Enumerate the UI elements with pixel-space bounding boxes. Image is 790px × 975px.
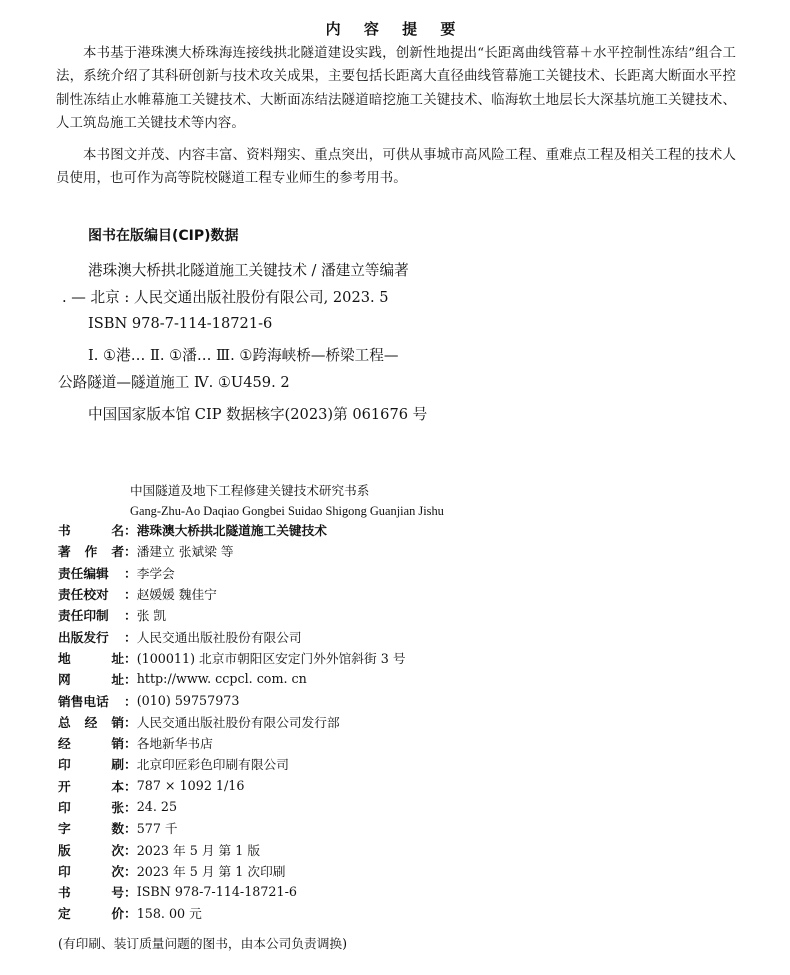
colophon-row	[58, 753, 758, 774]
colophon-label-char: 址	[111, 650, 124, 666]
colophon-row	[58, 881, 758, 902]
cip-heading: 图书在版编目(CIP)数据	[88, 228, 239, 244]
cip-line-classification: Ⅰ. ①港… Ⅱ. ①潘… Ⅲ. ①跨海峡桥—桥梁工程—	[88, 347, 399, 364]
colophon-value: (100011) 北京市朝阳区安定门外外馆斜街 3 号	[136, 650, 406, 666]
colophon-label-char: 字	[58, 821, 71, 837]
colophon-label-char: 出版发行	[58, 629, 109, 645]
colophon-value: 张 凯	[136, 608, 167, 624]
colophon-label	[58, 627, 124, 646]
colophon-colon: ：	[124, 885, 137, 901]
colophon-value: 787 × 1092 1/16	[136, 777, 245, 793]
colophon-label	[58, 776, 124, 795]
colophon-colon: ：	[124, 693, 137, 709]
colophon-row	[58, 604, 758, 625]
colophon-label	[58, 584, 124, 603]
colophon-label-char: 著	[58, 544, 71, 560]
colophon-row	[58, 775, 758, 796]
colophon-label-char: 址	[111, 672, 124, 688]
colophon-label	[58, 754, 124, 773]
colophon-label	[58, 818, 124, 837]
colophon-colon: ：	[124, 906, 137, 922]
colophon-label-char: 价	[111, 906, 124, 922]
colophon-row	[58, 860, 758, 881]
colophon-row	[58, 732, 758, 753]
colophon-label-char: 责任编辑	[58, 565, 109, 581]
colophon-label-char: 作	[84, 544, 98, 560]
colophon-label	[58, 882, 124, 901]
colophon-label-char: 版	[58, 842, 71, 858]
colophon-colon: ：	[124, 863, 137, 879]
colophon-label-char: 印	[58, 800, 71, 815]
colophon-label-char: 次	[111, 863, 124, 879]
colophon-label-char: 定	[58, 906, 71, 922]
colophon-value: ISBN 978-7-114-18721-6	[136, 884, 297, 900]
colophon-row	[58, 647, 758, 668]
cip-line-title: 港珠澳大桥拱北隧道施工关键技术 / 潘建立等编著	[88, 262, 409, 279]
colophon-row	[58, 838, 758, 859]
series-name: 中国隧道及地下工程修建关键技术研究书系	[130, 483, 370, 498]
colophon-label-char: 地	[58, 650, 71, 666]
colophon-label	[58, 797, 124, 816]
colophon-label-char: 责任印制	[58, 608, 109, 624]
summary-title: 内 容 提 要	[325, 20, 465, 38]
quality-note: (有印刷、装订质量问题的图书，由本公司负责调换)	[58, 936, 348, 951]
colophon-row	[58, 625, 758, 646]
colophon-colon: ：	[124, 800, 137, 815]
colophon-label-char: 张	[111, 800, 124, 815]
colophon-value: 577 千	[136, 821, 178, 837]
colophon-value: (010) 59757973	[136, 692, 240, 708]
colophon-label-char: 次	[111, 842, 124, 858]
colophon-row	[58, 668, 758, 689]
colophon-colon: ：	[124, 736, 137, 752]
colophon-colon: ：	[124, 629, 137, 645]
title-pinyin: Gang-Zhu-Ao Daqiao Gongbei Suidao Shigong Guanjian Jishu	[130, 504, 444, 518]
colophon-label-char: 者	[111, 544, 124, 560]
colophon-label	[58, 903, 124, 922]
colophon-value: 北京印匠彩色印刷有限公司	[136, 757, 289, 773]
cip-line-classification-cont: 公路隧道—隧道施工 Ⅳ. ①U459. 2	[58, 374, 290, 391]
colophon-value: 各地新华书店	[136, 736, 213, 752]
colophon-value: 李学会	[136, 565, 175, 581]
colophon-label	[58, 563, 124, 582]
colophon-label-char: 刷	[111, 757, 124, 773]
colophon-value: http://www. ccpcl. com. cn	[136, 671, 307, 687]
colophon-label-char: 网	[58, 672, 71, 688]
colophon-label-char: 本	[111, 778, 124, 794]
colophon-label	[58, 605, 124, 624]
colophon-label	[58, 733, 124, 752]
colophon-label-char: 经	[84, 714, 98, 730]
colophon-row	[58, 689, 758, 710]
colophon-value: 港珠澳大桥拱北隧道施工关键技术	[136, 523, 327, 539]
summary-paragraph-1: 本书基于港珠澳大桥珠海连接线拱北隧道建设实践，创新性地提出“长距离曲线管幕＋水平控制性冻结”组合工法，系统介绍了其科研创新与技术攻关成果，主要包括长距离大直径曲线管幕施工关键技术、长距离大断面水平控制性冻结止水帷幕施工关键技术、大断面冻结法隧道暗挖施工关键技术、临海软土地层长大深基坑施工关键技术、人工筑岛施工关键技术等内容。	[56, 46, 736, 132]
colophon-colon: ：	[124, 714, 137, 730]
colophon-row	[58, 711, 758, 732]
colophon-label-char: 经	[58, 736, 71, 752]
colophon-label-char: 号	[111, 885, 124, 901]
cip-line-isbn: ISBN 978-7-114-18721-6	[88, 315, 273, 332]
colophon-label-char: 销	[111, 736, 124, 752]
cip-line-publisher: . — 北京 : 人民交通出版社股份有限公司, 2023. 5	[62, 289, 389, 306]
cip-line-record-number: 中国国家版本馆 CIP 数据核字(2023)第 061676 号	[88, 406, 428, 423]
colophon-label-char: 销	[111, 714, 124, 730]
colophon-colon: ：	[124, 821, 137, 837]
colophon-row	[58, 817, 758, 838]
colophon-label-char: 印	[58, 863, 71, 879]
colophon-row	[58, 796, 758, 817]
colophon-label-char: 销售电话	[58, 693, 109, 709]
colophon-table	[58, 519, 758, 924]
colophon-label-char: 书	[58, 523, 71, 539]
colophon-row	[58, 902, 758, 923]
colophon-colon: ：	[124, 523, 137, 539]
colophon-value: 2023 年 5 月 第 1 次印刷	[136, 863, 286, 879]
colophon-colon: ：	[124, 608, 137, 624]
colophon-label-char: 开	[58, 778, 71, 794]
colophon-colon: ：	[124, 544, 137, 560]
colophon-label	[58, 691, 124, 710]
colophon-value: 2023 年 5 月 第 1 版	[136, 842, 261, 858]
colophon-value: 158. 00 元	[136, 906, 202, 922]
colophon-label-char: 总	[58, 714, 71, 730]
colophon-colon: ：	[124, 842, 137, 858]
colophon-label	[58, 541, 124, 560]
colophon-row	[58, 562, 758, 583]
colophon-label	[58, 840, 124, 859]
colophon-row	[58, 583, 758, 604]
colophon-colon: ：	[124, 778, 137, 794]
colophon-label	[58, 520, 124, 539]
colophon-value: 人民交通出版社股份有限公司	[136, 629, 302, 645]
colophon-row	[58, 540, 758, 561]
colophon-colon: ：	[124, 650, 137, 666]
colophon-value: 潘建立 张斌梁 等	[136, 544, 234, 560]
colophon-label-char: 印	[58, 757, 71, 773]
colophon-label-char: 名	[111, 523, 124, 539]
colophon-label	[58, 712, 124, 731]
colophon-colon: ：	[124, 565, 137, 581]
colophon-label-char: 责任校对	[58, 587, 109, 603]
colophon-label	[58, 648, 124, 667]
colophon-value: 24. 25	[136, 799, 178, 814]
colophon-label-char: 书	[58, 885, 71, 901]
colophon-value: 人民交通出版社股份有限公司发行部	[136, 714, 340, 730]
summary-paragraph-2: 本书图文并茂、内容丰富、资料翔实、重点突出，可供从事城市高风险工程、重难点工程及相关工程的技术人员使用，也可作为高等院校隧道工程专业师生的参考用书。	[56, 148, 736, 187]
colophon-colon: ：	[124, 757, 137, 773]
colophon-label-char: 数	[111, 821, 124, 837]
colophon-colon: ：	[124, 587, 137, 603]
colophon-value: 赵媛媛 魏佳宁	[136, 587, 217, 603]
colophon-colon: ：	[124, 672, 137, 688]
colophon-row	[58, 519, 758, 540]
colophon-label	[58, 861, 124, 880]
colophon-label	[58, 669, 124, 688]
